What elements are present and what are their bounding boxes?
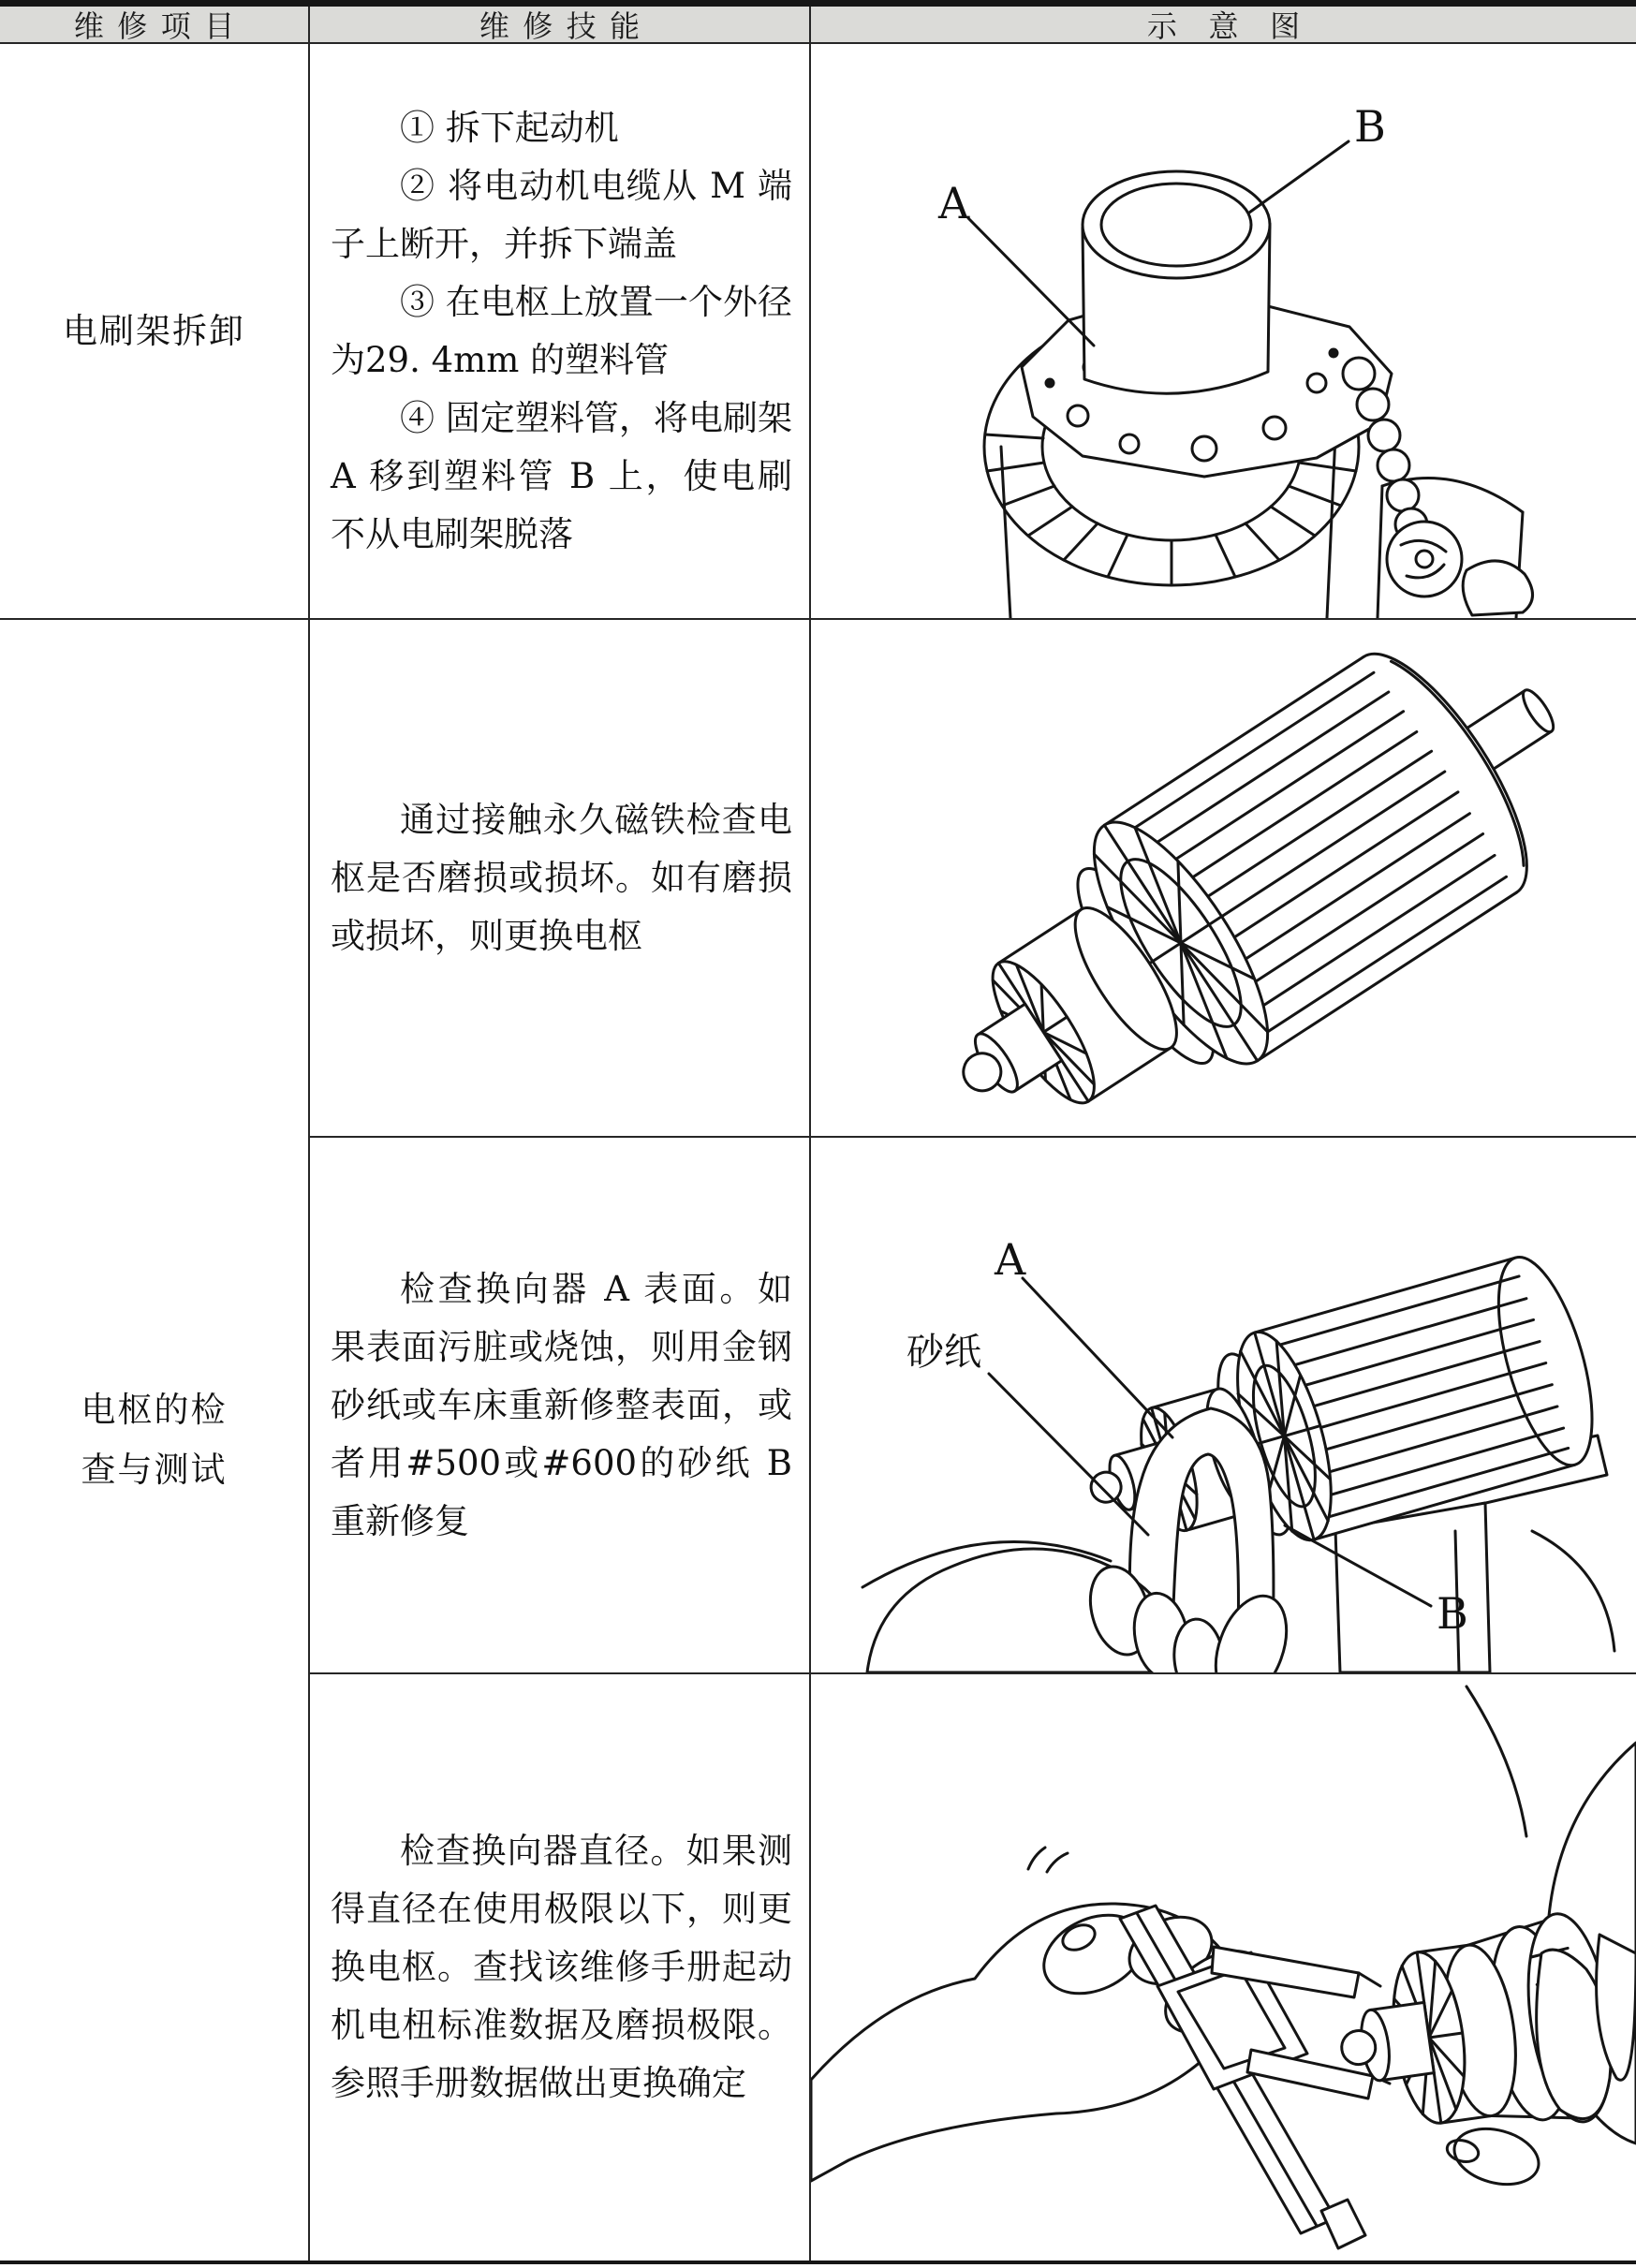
- skill-step-1: ① 拆下起动机: [400, 107, 619, 148]
- callout-a: A: [995, 1234, 1026, 1285]
- skill-step-3: ③ 在电枢上放置一个外径为29. 4mm 的塑料管: [331, 281, 792, 380]
- header-diagram: 示意图: [811, 7, 1636, 44]
- skill-text: 通过接触永久磁铁检查电枢是否磨损或损坏。如有磨损或损坏，则更换电枢: [331, 799, 792, 956]
- callout-a: A: [938, 178, 970, 228]
- caliper-measurement-diagram: [811, 1677, 1636, 2258]
- item-armature-inspection: [0, 620, 310, 2261]
- diagram-cell-starter-end-view: [811, 44, 1636, 620]
- skill-text: 检查换向器直径。如果测得直径在使用极限以下，则更换电枢。查找该维修手册起动机电杻标准数据及磨损极限。参照手册数据做出更换确定: [331, 1831, 792, 2103]
- callout-b: B: [1437, 1588, 1468, 1639]
- skills-brush-holder-removal: [310, 44, 811, 620]
- item-label-line-2: 查与测试: [81, 1450, 228, 1490]
- diagram-cell-caliper: [811, 1674, 1636, 2261]
- skills-commutator-diameter: [310, 1674, 811, 2261]
- callout-b: B: [1354, 101, 1386, 152]
- skill-step-4: ④ 固定塑料管，将电刷架 A 移到塑料管 B 上，使电刷不从电刷架脱落: [331, 397, 792, 554]
- diagram-cell-sanding: [811, 1138, 1636, 1674]
- starter-motor-end-view-diagram: [811, 44, 1636, 618]
- header-repair-skill: 维修技能: [310, 7, 811, 44]
- skills-armature-wear-check: [310, 620, 811, 1138]
- item-brush-holder-removal: [0, 44, 310, 620]
- skill-step-2: ② 将电动机电缆从 M 端子上断开，并拆下端盖: [331, 165, 792, 264]
- item-label: 电刷架拆卸: [63, 310, 245, 351]
- diagram-cell-armature: [811, 620, 1636, 1138]
- skill-text: 检查换向器 A 表面。如果表面污脏或烧蚀，则用金钢砂纸或车床重新修整表面，或者用#500或#600的砂纸 B 重新修复: [331, 1268, 792, 1541]
- commutator-sanding-diagram: [811, 1138, 1636, 1672]
- item-label-line-1: 电枢的检: [81, 1390, 228, 1430]
- armature-diagram: [811, 620, 1636, 1136]
- callout-sandpaper: 砂纸: [906, 1331, 981, 1374]
- skills-commutator-surface: [310, 1138, 811, 1674]
- header-repair-item: 维修项目: [0, 7, 310, 44]
